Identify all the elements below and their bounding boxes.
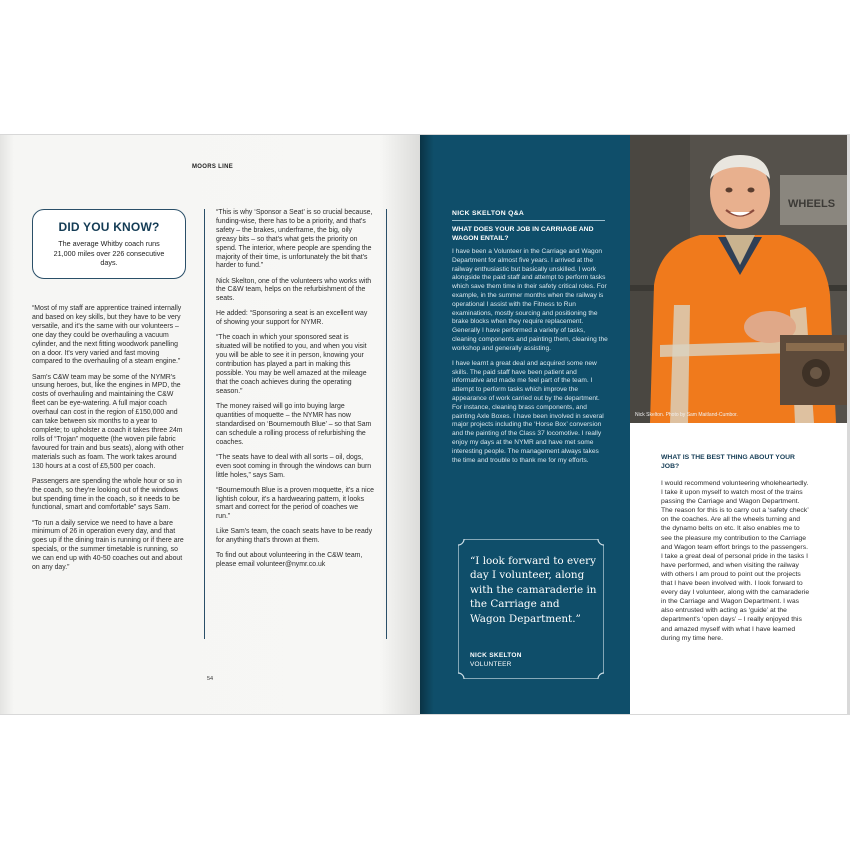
photo-caption: Nick Skelton. Photo by Sam Maitland-Cumbor.: [635, 412, 738, 418]
qa-panel: [420, 135, 630, 714]
section-label: MOORS LINE: [192, 164, 234, 170]
page-number: 54: [207, 676, 214, 682]
wall-sign-text: WHEELS: [788, 198, 836, 210]
paragraph: I have learnt a great deal and acquired some new skills. The paid staff have been patient and informative and made me feel part of the team. I attempt to perform tasks which improve the appearance of work carried out by the department. For instance, cleaning brass components, and painting Axle Boxes. I have been involved in several major projects including the ‘Horse Box’ conversion and the painting of the Class 37 locomotive. I really enjoy my days at the NYMR and have met some interesting people. The management always takes the time and trouble to thank me for my efforts.: [452, 359, 604, 464]
paragraph: To find out about volunteering in the C&W team, please email volunteer@nymr.co.uk: [216, 552, 363, 569]
article-column-2: [216, 209, 374, 576]
did-you-know-title: DID YOU KNOW?: [58, 220, 160, 234]
question-2: WHAT IS THE BEST THING ABOUT YOUR JOB?: [661, 454, 795, 470]
paragraph: “The coach in which your sponsored seat is situated will be notified to you, and when you visit you will be able to see it in person, knowing your contribution has played a part in making this possible. You may be well amazed at the mileage that the coach achieves during the operating season.”: [216, 334, 367, 395]
paragraph: “Bournemouth Blue is a proven moquette, it's a nice lightish colour, it's a hardwearing pattern, it looks smart and correct for the period of coaches we run.”: [216, 486, 374, 521]
left-page: [0, 135, 420, 714]
did-you-know-box: [32, 209, 186, 279]
paragraph: The money raised will go into buying large quantities of moquette – the NYMR has now standardised on ‘Bournemouth Blue’ – so that Sam can schedule a rolling process of refurbishing the coaches.: [216, 402, 372, 446]
column-divider: [204, 209, 205, 639]
paragraph: Sam's C&W team may be some of the NYMR's unsung heroes, but, like the engines in MPD, the costs of overhauling and maintaining the C&W fleet can be eye-watering. A full major coach overhaul can cost in the region of £150,000 and can take between six months to a year to complete; to upholster a coach it takes three 24m rolls of “Trojan” moquette (the woven pile fabric favoured for train and bus seats), along with other materials such as foam. The work takes around 130 hours at a cost of £5,500 per coach.: [32, 373, 184, 470]
paragraph: “This is why ‘Sponsor a Seat’ is so crucial because, funding-wise, there has to be a priority, and that's safety – the brakes, underframe, the big, oily greasy bits – so that's what gets the priority on spend. The interior, where people are spending the majority of their time, is unfortunately the bit that's harder to fund.”: [216, 209, 373, 270]
question-1: WHAT DOES YOUR JOB IN CARRIAGE AND WAGON ENTAIL?: [452, 226, 594, 242]
volunteer-illustration: [630, 135, 850, 423]
paragraph: I have been a Volunteer in the Carriage and Wagon Department for almost five years. I arrived at the railway enthusiastic but basically unskilled. I work alongside the paid staff and attempt to perform tasks which save them time in their safety critical roles. For example, in the summer months when the railway is operational I assist with the Fitness to Run examinations, mostly sourcing and positioning the brake blocks when they require replacement. Generally I have performed a variety of tasks, cleaning components and painting them, cleaning the workshop and generally assisting.: [452, 248, 608, 352]
paragraph: Passengers are spending the whole hour or so in the coach, so they're looking out of the windows but spending time in the coach, so it needs to be functional, smart and comfortable” says Sam.: [32, 477, 182, 512]
answer-1: [452, 248, 608, 472]
pull-quote-name: NICK SKELTON: [470, 652, 522, 659]
column-divider: [386, 209, 387, 639]
magazine-spread: [0, 135, 850, 714]
paragraph: He added: “Sponsoring a seat is an excellent way of showing your support for NYMR.: [216, 310, 368, 327]
paragraph: “To run a daily service we need to have a bare minimum of 26 in operation every day, and that goes up if the dining train is running or if there are specials, or the summer timetable is running, so we can end up with 40-50 coaches out and about on any day.”: [32, 519, 184, 572]
answer-2: [661, 479, 811, 643]
paragraph: “The seats have to deal with all sorts – oil, dogs, even soot coming in through the windows can burn little holes,” says Sam.: [216, 453, 372, 479]
article-column-1: [32, 305, 184, 579]
qa-heading: NICK SKELTON Q&A: [452, 210, 605, 221]
pull-quote-box: [458, 539, 604, 679]
volunteer-photo: [630, 135, 850, 423]
pull-quote-text: “I look forward to every day I volunteer, along with the camaraderie in the Carriage and Wagon Department.”: [470, 555, 597, 625]
paragraph: “Most of my staff are apprentice trained internally and based on key skills, but they have to be very versatile, and it's the same with our volunteers – one day they could be overhauling a vacuum cylinder, and the next fitting woodwork panelling on a door. It's very varied and fast moving compared to the overhauling of a steam engine.”: [32, 305, 182, 366]
paragraph: Like Sam's team, the coach seats have to be ready for anything that's thrown at them.: [216, 528, 373, 545]
pull-quote-role: VOLUNTEER: [470, 661, 512, 668]
paragraph: Nick Skelton, one of the volunteers who works with the C&W team, helps on the refurbishment of the seats.: [216, 277, 372, 303]
paragraph: I would recommend volunteering wholeheartedly. I take it upon myself to watch most of the trains passing the Carriage and Wagon Department. The reason for this is to carry out a ‘safety check’ on the coaches. Are all the wheels turning and the dynamo belts on etc. It also enables me to see the pleasure my contribution to the Carriage and Wagon team effort brings to the passengers. I take a great deal of personal pride in the tasks I have performed, and when visiting the railway with others I am proud to point out the projects that I have been involved with. I look forward to every day I volunteer, along with the camaraderie in the Carriage and Wagon Department. I was also entrusted with acting as ‘guide’ at the department's ‘open days’ – I really enjoyed this and amazed myself with what I have learned during my time here.: [661, 480, 810, 642]
right-page: [420, 135, 850, 714]
gutter-shadow: [420, 135, 434, 714]
did-you-know-body: The average Whitby coach runs 21,000 miles over 226 consecutive days.: [53, 239, 165, 267]
